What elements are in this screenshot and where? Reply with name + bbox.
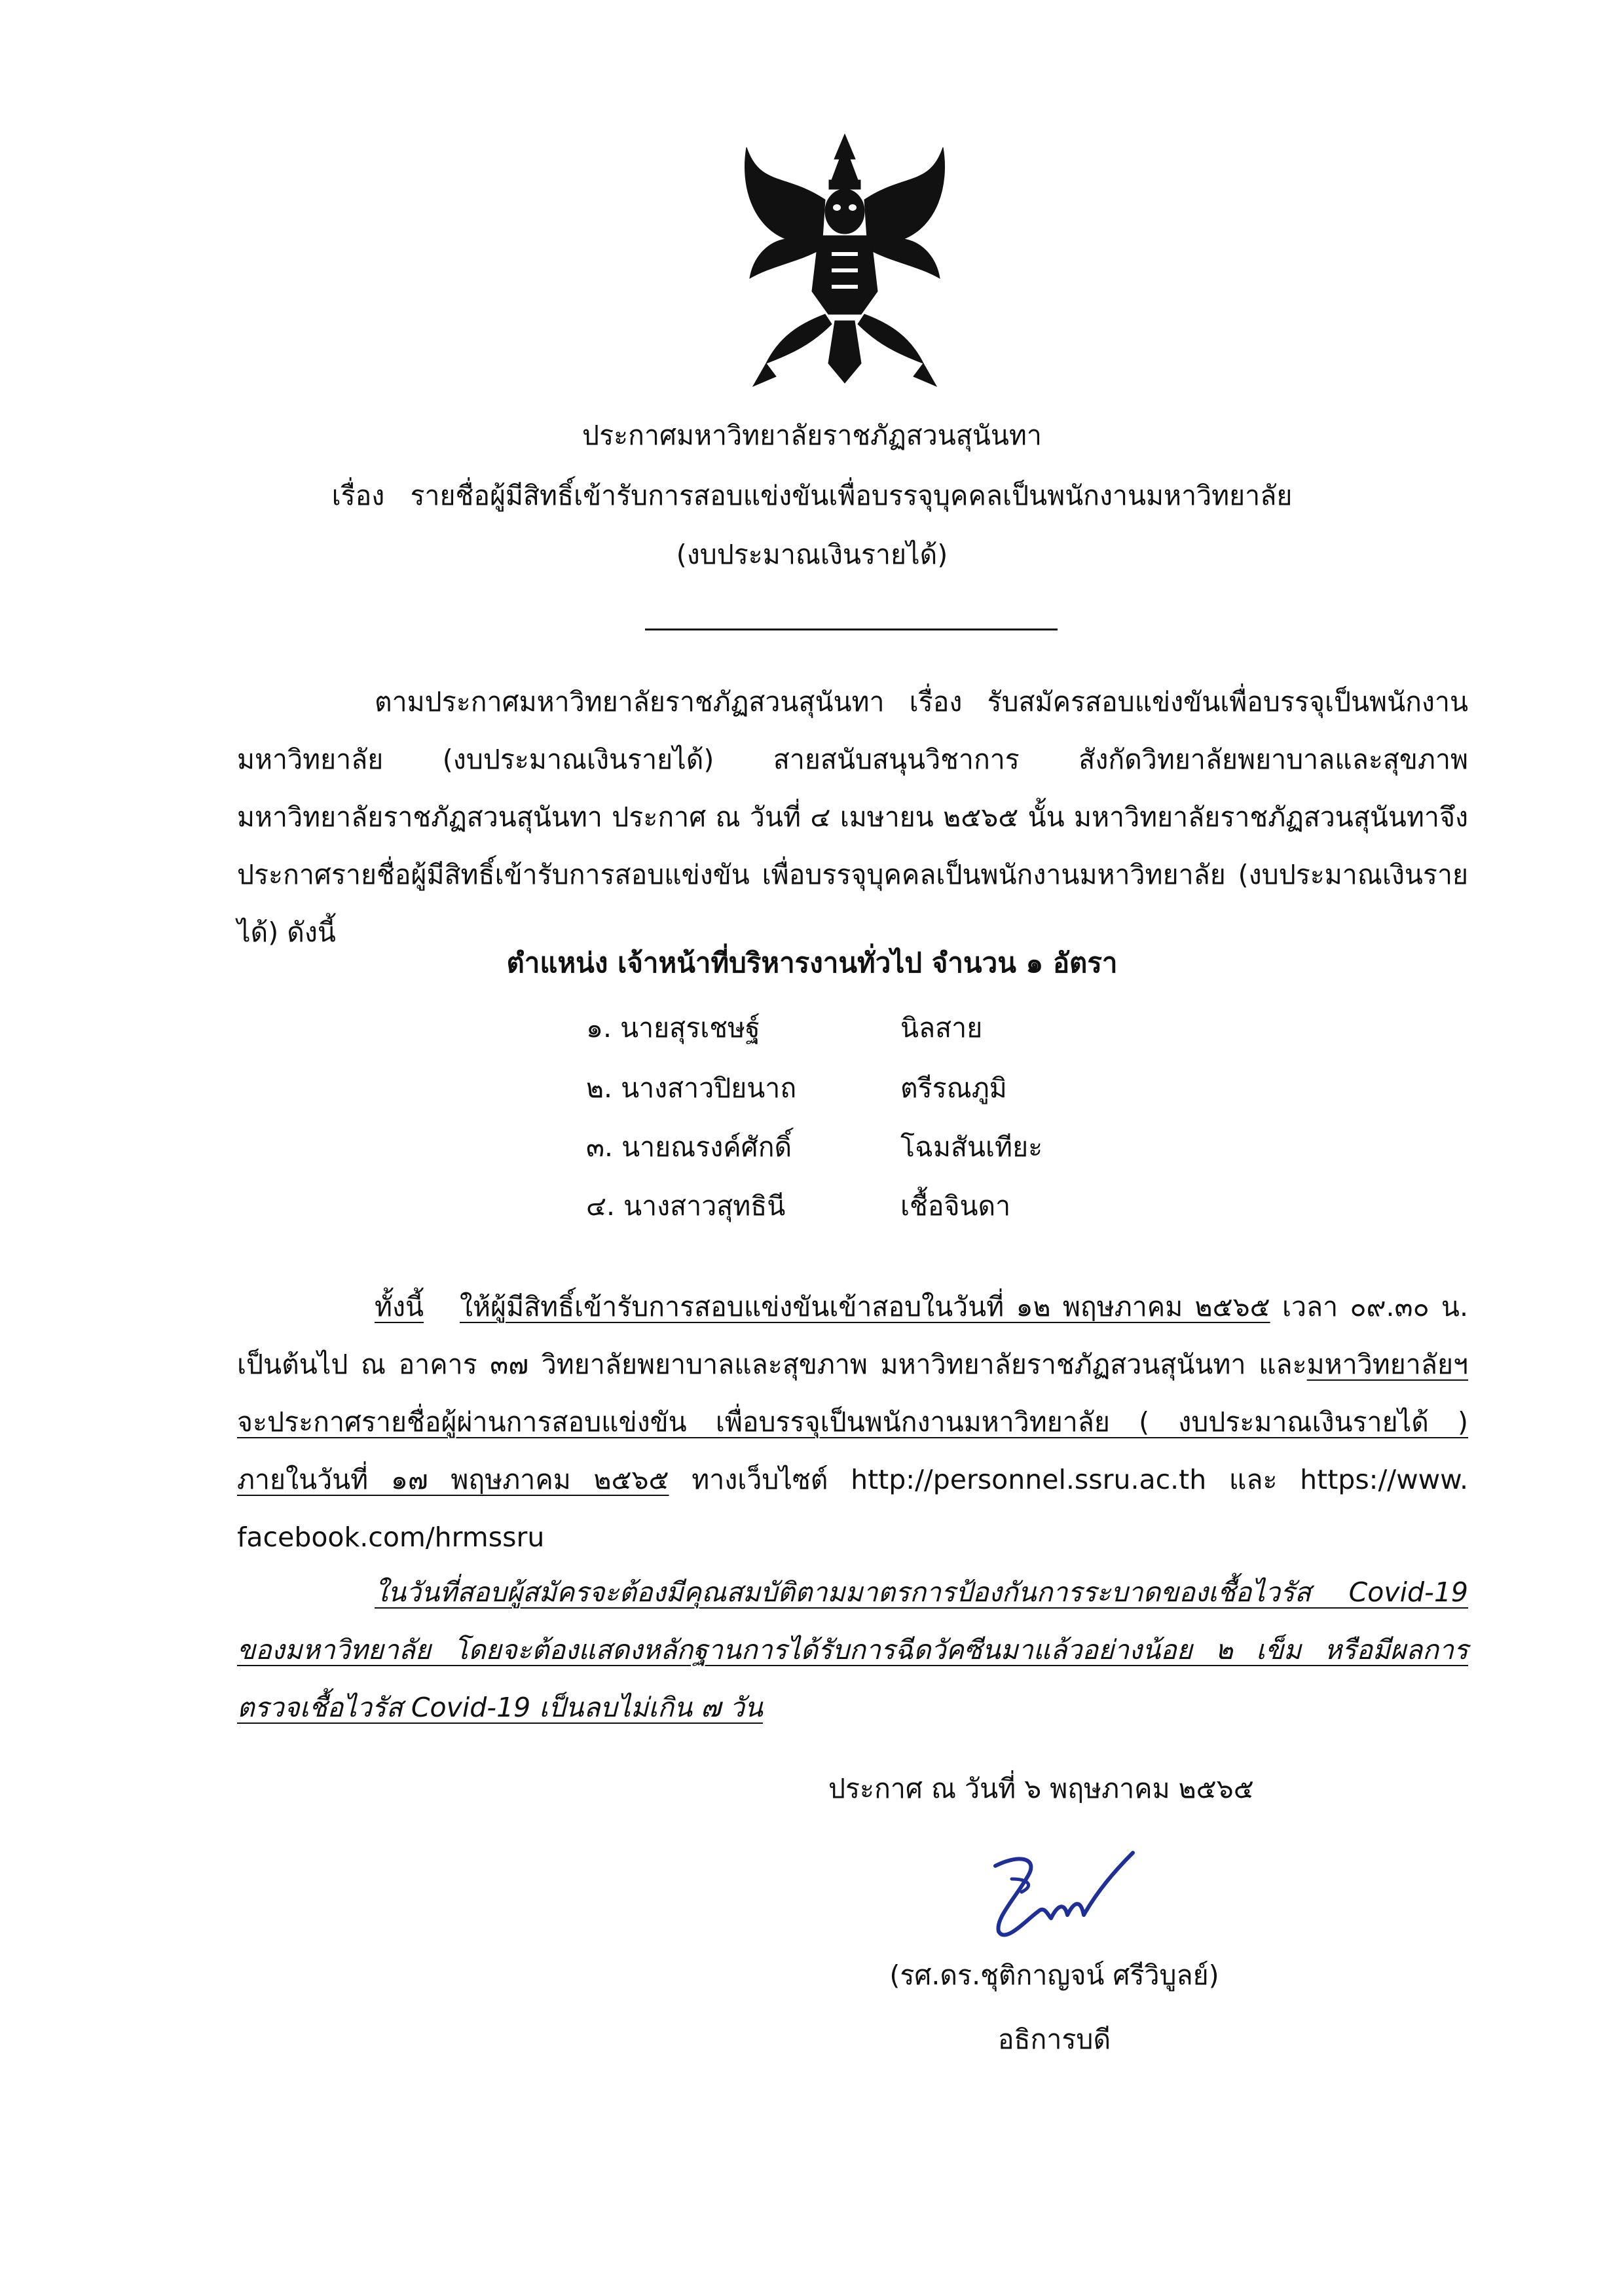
exam-date: ให้ผู้มีสิทธิ์เข้ารับการสอบแข่งขันเข้าสอบในวันที่ ๑๒ พฤษภาคม ๒๕๖๕ bbox=[460, 1291, 1270, 1322]
result-notice: มหาวิทยาลัยฯ จะประกาศรายชื่อผู้ผ่านการสอบแข่งขัน เพื่อบรรจุเป็นพนักงานมหาวิทยาลัย ( งบประมาณเงินรายได้ ) ภายในวันที่ ๑๗ พฤษภาคม ๒๕๖๕ bbox=[237, 1349, 1468, 1495]
candidate-2-last-name: ตรีรณภูมิ bbox=[900, 1072, 1007, 1104]
candidate-4-last-name: เชื้อจินดา bbox=[900, 1190, 1011, 1222]
announcement-date: ประกาศ ณ วันที่ ๖ พฤษภาคม ๒๕๖๕ bbox=[828, 1773, 1254, 1804]
intro-paragraph bbox=[237, 673, 1468, 961]
candidate-3-first-name: ๓. นายณรงค์ศักดิ์ bbox=[586, 1131, 792, 1163]
subject-label: เรื่อง bbox=[331, 480, 385, 511]
candidate-1-last-name: นิลสาย bbox=[900, 1012, 983, 1044]
covid-notice-paragraph bbox=[237, 1563, 1468, 1736]
exam-time-place: เวลา ๐๙.๓๐ น. เป็นต้นไป ณ อาคาร ๓๗ วิทยาลัยพยาบาลและสุขภาพ มหาวิทยาลัยราชภัฏสวนสุนันทา และ bbox=[237, 1291, 1468, 1380]
candidate-1-first-name: ๑. นายสุรเชษฐ์ bbox=[586, 1012, 760, 1044]
announcement-title: ประกาศมหาวิทยาลัยราชภัฏสวนสุนันทา bbox=[582, 420, 1042, 451]
subject-text: รายชื่อผู้มีสิทธิ์เข้ารับการสอบแข่งขันเพื่อบรรจุบุคคลเป็นพนักงานมหาวิทยาลัย bbox=[410, 480, 1293, 511]
garuda-emblem-icon bbox=[727, 128, 963, 390]
schedule-paragraph bbox=[237, 1278, 1468, 1566]
candidate-3-last-name: โฉมสันเทียะ bbox=[900, 1131, 1043, 1163]
signer-name: (รศ.ดร.ชุติกาญจน์ ศรีวิบูลย์) bbox=[889, 1959, 1219, 1991]
candidate-4-first-name: ๔. นางสาวสุทธินี bbox=[586, 1190, 786, 1222]
signature-icon bbox=[976, 1840, 1139, 1951]
signer-title: อธิการบดี bbox=[997, 2024, 1111, 2055]
candidate-2-first-name: ๒. นางสาวปิยนาถ bbox=[586, 1072, 797, 1104]
position-title: ตำแหน่ง เจ้าหน้าที่บริหารงานทั่วไป จำนวน ๑ อัตรา bbox=[506, 947, 1118, 979]
title-divider bbox=[645, 629, 1058, 630]
schedule-lead: ทั้งนี้ bbox=[375, 1291, 424, 1322]
intro-text: ตามประกาศมหาวิทยาลัยราชภัฏสวนสุนันทา เรื่อง รับสมัครสอบแข่งขันเพื่อบรรจุเป็นพนักงานมหาวิทยาลัย (งบประมาณเงินรายได้) สายสนับสนุนวิชาการ สังกัดวิทยาลัยพยาบาลและสุขภาพ มหาวิทยาลัยราชภัฏสวนสุนันทา ประกาศ ณ วันที่ ๔ เมษายน ๒๕๖๕ นั้น มหาวิทยาลัยราชภัฏสวนสุนันทาจึงประกาศรายชื่อผู้มีสิทธิ์เข้ารับการสอบแข่งขัน เพื่อบรรจุบุคคลเป็นพนักงานมหาวิทยาลัย (งบประมาณเงินรายได้) ดังนี้ bbox=[237, 686, 1468, 948]
covid-notice: ในวันที่สอบผู้สมัครจะต้องมีคุณสมบัติตามมาตรการป้องกันการระบาดของเชื้อไวรัส Covid-19 ของมหาวิทยาลัย โดยจะต้องแสดงหลักฐานการได้รับการฉีดวัคซีนมาแล้วอย่างน้อย ๒ เข็ม หรือมีผลการตรวจเชื้อไวรัส Covid-19 เป็นลบไม่เกิน ๗ วัน bbox=[237, 1576, 1468, 1723]
announcement-subject bbox=[0, 476, 1624, 515]
result-channels: ทางเว็บไซต์ http://personnel.ssru.ac.th และ https://www. facebook.com/hrmssru bbox=[237, 1464, 1468, 1553]
subject-budget-note: (งบประมาณเงินรายได้) bbox=[676, 539, 948, 570]
